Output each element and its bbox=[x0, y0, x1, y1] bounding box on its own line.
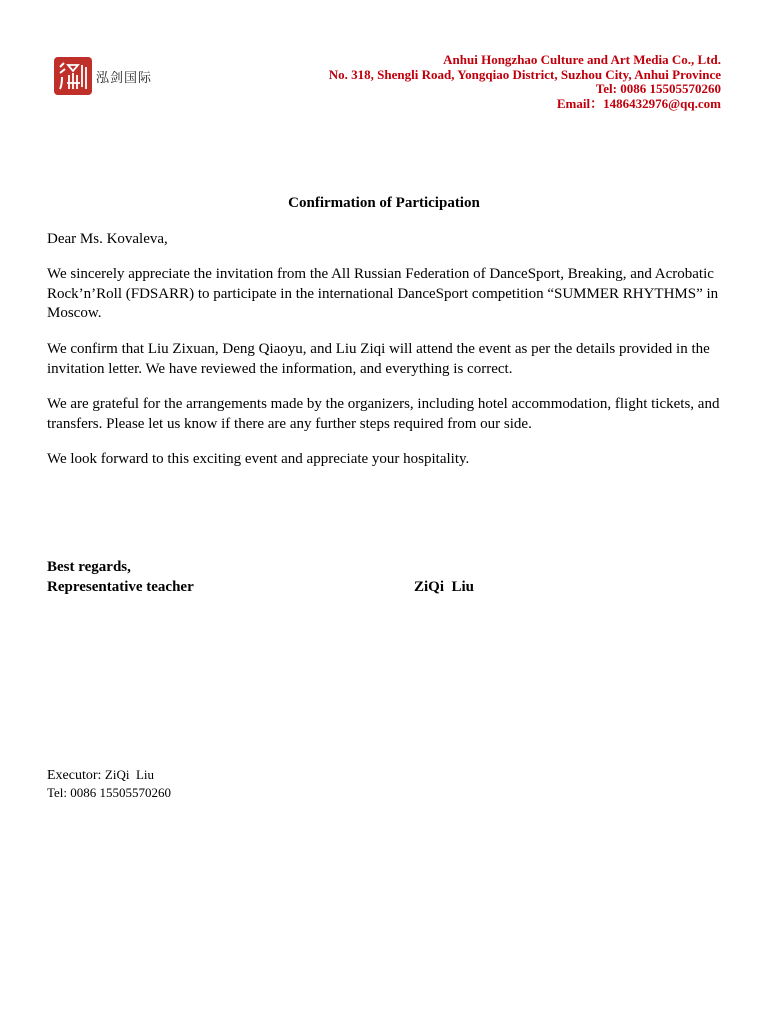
signer-role: Representative teacher bbox=[47, 578, 194, 595]
letter-salutation: Dear Ms. Kovaleva, bbox=[47, 231, 168, 247]
company-header bbox=[329, 53, 721, 111]
letter-paragraph: We look forward to this exciting event and appreciate your hospitality. bbox=[47, 451, 470, 467]
company-name: Anhui Hongzhao Culture and Art Media Co., Ltd. bbox=[443, 52, 721, 67]
letter-paragraph: We are grateful for the arrangements made by the organizers, including hotel accommodation, flight tickets, and transfers. Please let us know if there are any further steps required from our side. bbox=[47, 396, 720, 432]
executor-name: ZiQi Liu bbox=[104, 767, 155, 782]
letter-closing bbox=[47, 558, 194, 597]
executor-tel: Tel: 0086 15505570260 bbox=[47, 785, 172, 800]
company-logo bbox=[54, 56, 152, 96]
letter-paragraph: We sincerely appreciate the invitation from the All Russian Federation of DanceSport, Breaking, and Acrobatic Rock’n’Roll (FDSARR) to participate in the international DanceSport competition “SUMMER RHYTHMS” in Moscow. bbox=[47, 266, 719, 321]
signer-name: ZiQi Liu bbox=[414, 578, 475, 595]
company-seal-icon bbox=[54, 57, 92, 95]
logo-text: 泓剑国际 bbox=[96, 70, 153, 86]
company-address: No. 318, Shengli Road, Yongqiao District, Suzhou City, Anhui Province bbox=[328, 66, 721, 82]
executor-block bbox=[47, 766, 171, 801]
executor-label: Executor: bbox=[47, 768, 105, 783]
letter-paragraph: We confirm that Liu Zixuan, Deng Qiaoyu, and Liu Ziqi will attend the event as per the details provided in the invitation letter. We have reviewed the information, and everything is correct. bbox=[47, 341, 710, 377]
letter-title: Confirmation of Participation bbox=[288, 195, 480, 211]
company-email: Email：1486432976@qq.com bbox=[556, 95, 721, 111]
closing-phrase: Best regards, bbox=[47, 559, 131, 575]
company-tel: Tel: 0086 15505570260 bbox=[595, 81, 721, 96]
